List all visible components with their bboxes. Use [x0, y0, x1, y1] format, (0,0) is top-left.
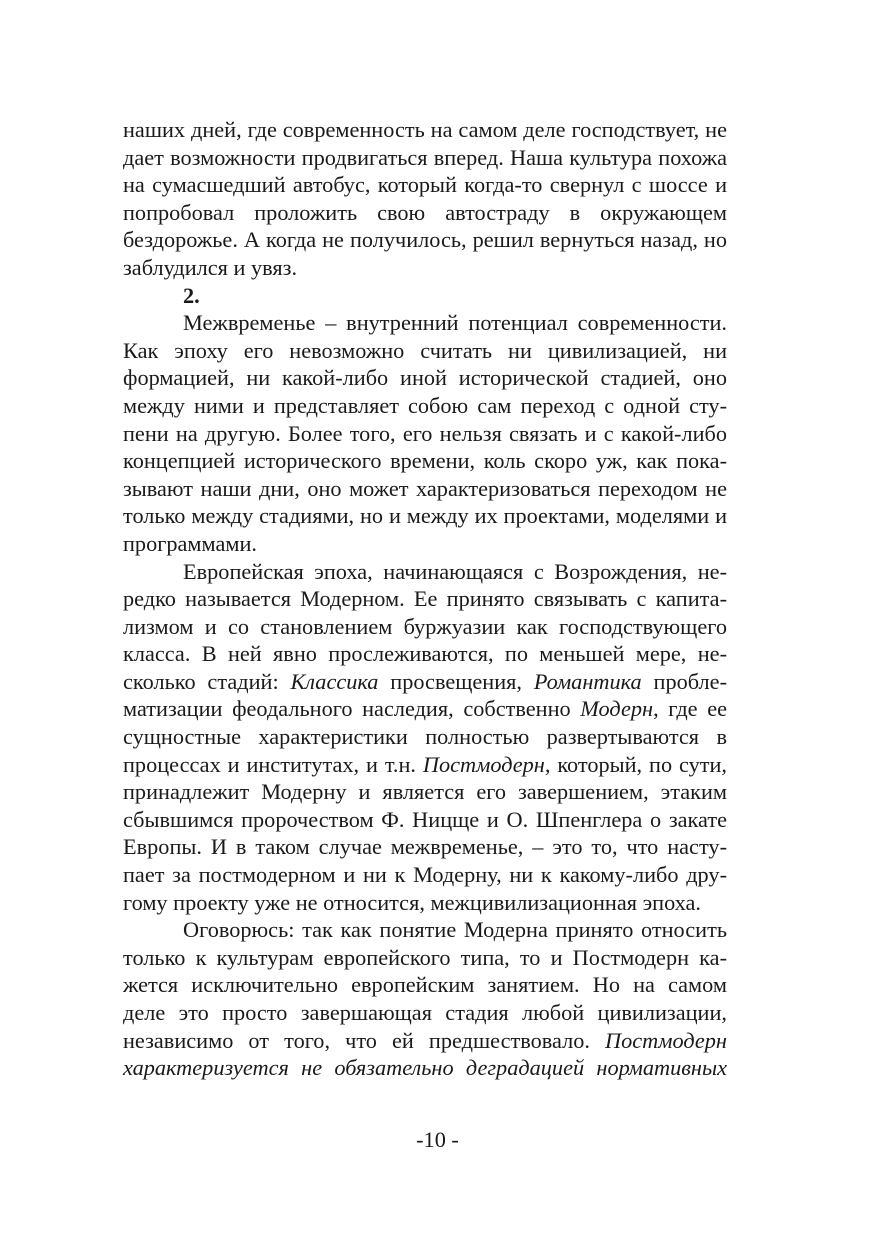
page-number: -10 -: [416, 1127, 459, 1152]
paragraph-continuation: наших дней, где современность на самом деле господствует, не дает возможности продвигаться вперед. Наша культура похожа на сумасшедший автобус, который когда-то свернул с шоссе и попробовал проложить свою автостраду в окружающем бездорожье. А когда не получилось, решил вернуться назад, но заблудился и увяз.: [123, 117, 727, 280]
italic-term-postmodern: Постмодерн: [422, 751, 545, 777]
paragraph-intermission: Межвременье – внутренний потенциал современности. Как эпоху его невозможно считать ни цивилизацией, ни формацией, ни какой-либо иной исторической стадией, оно между ними и представляет собою сам переход с одной ступени на другую. Более того, его нельзя связать и с какой-либо концепцией исторического времени, коль скоро уж, как показывают наши дни, оно может характеризоваться переходом не только между стадиями, но и между их проектами, моделями и программами.: [123, 310, 727, 556]
paragraph-caveat: [123, 916, 727, 1082]
text-run: Оговорюсь: так как понятие Модерна принято относить только к культурам европейского типа, то и Постмодерн кажется исключительно европейским занятием. Но на самом деле это просто завершающая стадия любой цивилизации, независимо от того, что ей предшествовало.: [123, 917, 727, 1053]
paragraph-european-epoch: [123, 558, 727, 917]
body-text: [123, 116, 727, 1082]
section-heading: 2.: [183, 282, 200, 308]
text-run: просвещения,: [378, 668, 534, 694]
text-run: , где ее сущностные характеристики полностью развертываются в процессах и институтах, и т.н.: [123, 696, 727, 777]
text-run: , который, по сути, принадлежит Модерну и является его завершением, этаким сбывшимся пророчеством Ф. Ницще и О. Шпенглера о закате Европы. И в таком случае межвременье, – это то, что наступает за постмодерном и ни к Модерну, ни к какому-либо другому проекту уже не относится, межцивилизационная эпоха.: [123, 751, 727, 915]
text-run: Европейская эпоха, начинающаяся с Возрождения, нередко называется Модерном. Ее принято связывать с капитализмом и со становлением буржуазии как господствующего класса. В ней явно прослеживаются, по меньшей мере, несколько стадий:: [123, 558, 727, 694]
italic-emphasis: Постмодерн характеризуется не обязательно деградацией нормативных: [123, 1027, 727, 1081]
text-run: проблематизации феодального наследия, собственно: [123, 668, 727, 722]
italic-term-modern: Модерн: [580, 696, 654, 722]
italic-term-romantic: Романтика: [533, 668, 642, 694]
italic-term-classic: Классика: [290, 668, 379, 694]
